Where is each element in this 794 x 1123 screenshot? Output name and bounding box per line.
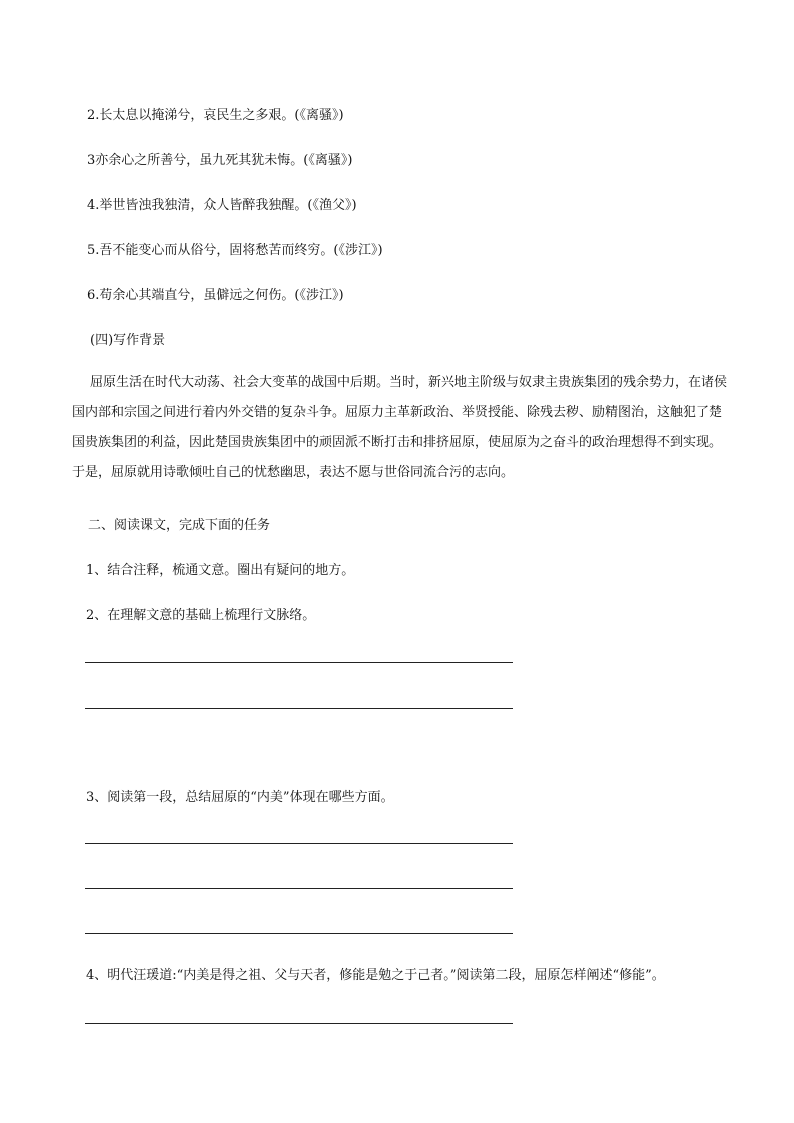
quote-4: 4.举世皆浊我独清，众人皆醉我独醒。(《渔父》)	[87, 198, 357, 213]
quote-6: 6.苟余心其端直兮，虽僻远之何伤。(《涉江》)	[87, 288, 344, 303]
answer-line[interactable]	[85, 1023, 513, 1024]
quote-5: 5.吾不能变心而从俗兮，固将愁苦而终穷。(《涉江》)	[87, 243, 383, 258]
answer-line[interactable]	[85, 888, 513, 889]
quote-2: 2.长太息以掩涕兮，哀民生之多艰。(《离骚》)	[87, 108, 344, 123]
quote-3: 3亦余心之所善兮，虽九死其犹未悔。(《离骚》)	[87, 153, 353, 168]
answer-line[interactable]	[85, 933, 513, 934]
section-heading-background: (四)写作背景	[90, 333, 166, 348]
answer-line[interactable]	[85, 843, 513, 844]
task-4: 4、明代汪瑗道:“内美是得之祖、父与天者，修能是勉之于己者。”阅读第二段，屈原怎样阐述“修能”。	[86, 968, 665, 983]
part-two-heading: 二、阅读课文，完成下面的任务	[88, 518, 271, 533]
answer-line[interactable]	[85, 662, 513, 663]
task-2: 2、在理解文意的基础上梳理行文脉络。	[86, 608, 316, 623]
background-paragraph: 屈原生活在时代大动荡、社会大变革的战国中后期。当时，新兴地主阶级与奴隶主贵族集团的残余势力，在诸侯国内部和宗国之间进行着内外交错的复杂斗争。屈原力主革新政治、举贤授能、除残去秽、励精图治，这触犯了楚国贵族集团的利益，因此楚国贵族集团中的顽固派不断打击和排挤屈原，使屈原为之奋斗的政治理想得不到实现。于是，屈原就用诗歌倾吐自己的忧愁幽思，表达不愿与世俗同流合污的志向。	[72, 375, 728, 480]
task-3: 3、阅读第一段，总结屈原的“内美”体现在哪些方面。	[86, 790, 394, 805]
task-1: 1、结合注释，梳通文意。圈出有疑问的地方。	[86, 563, 355, 578]
answer-line[interactable]	[85, 708, 513, 709]
